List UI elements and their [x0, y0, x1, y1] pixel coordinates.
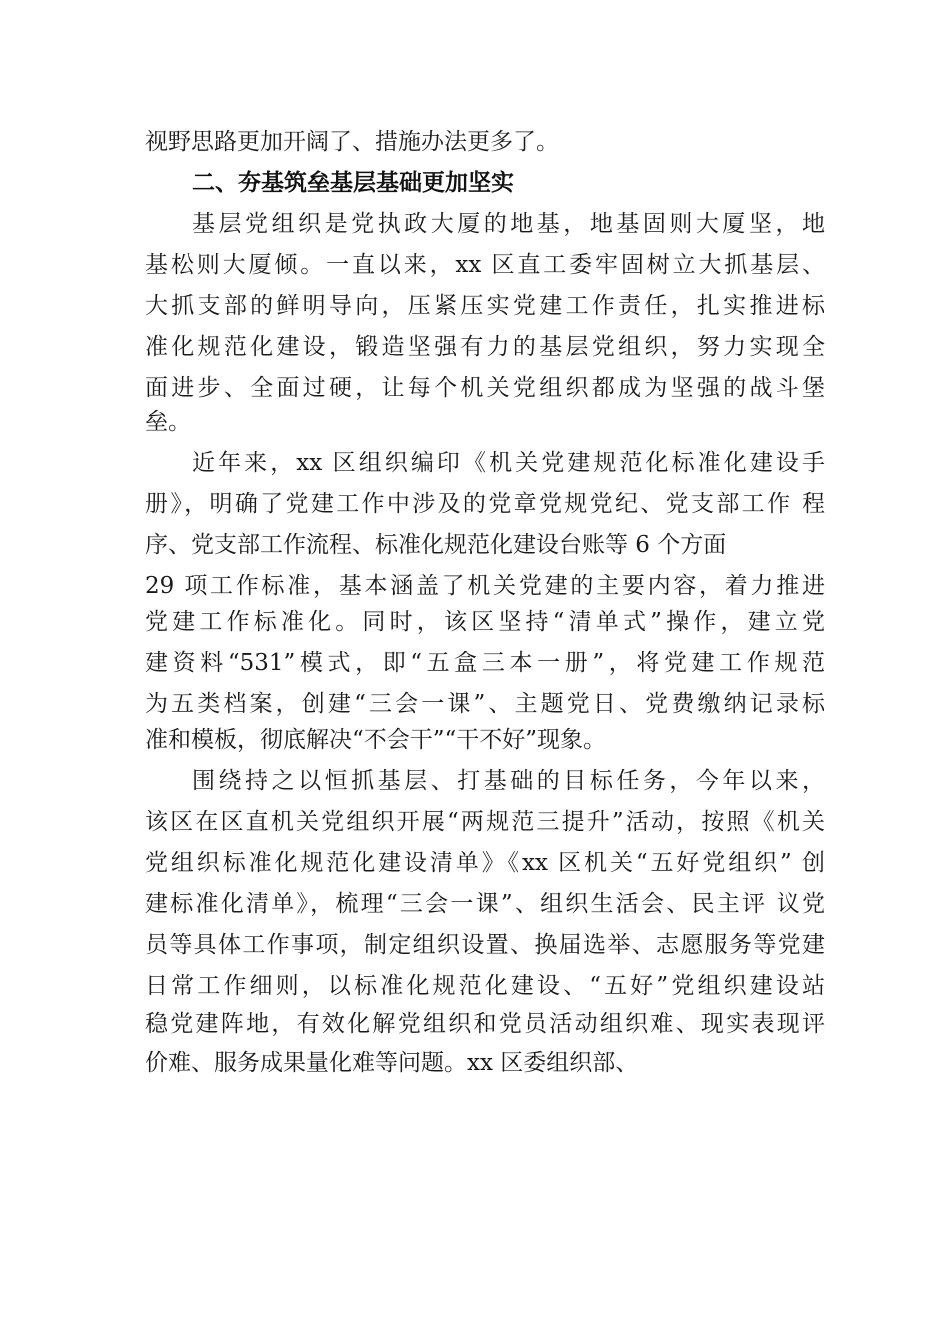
paragraph-1-line: 面进步、全面过硬，让每个机关党组织都成为坚强的战斗堡 — [145, 375, 825, 401]
paragraph-1-line: 基层党组织是党执政大厦的地基，地基固则大厦坚，地 — [192, 211, 825, 237]
paragraph-3-line: 日常工作细则，以标准化规范化建设、“五好”党组织建设站 — [145, 973, 825, 999]
section-heading: 二、夯基筑垒基层基础更加坚实 — [192, 170, 514, 196]
paragraph-2-line: 册》，明确了党建工作中涉及的党章党规党纪、党支部工作 程 — [145, 491, 825, 517]
paragraph-2-line: 29 项工作标准，基本涵盖了机关党建的主要内容，着力推进 — [145, 573, 825, 599]
paragraph-3-line: 价难、服务成果量化难等问题。xx 区委组织部、 — [145, 1050, 639, 1076]
paragraph-3-line: 该区在区直机关党组织开展“两规范三提升”活动，按照《机关 — [145, 809, 825, 835]
paragraph-2-line: 党建工作标准化。同时，该区坚持“清单式”操作，建立党 — [145, 609, 825, 635]
paragraph-2-line: 近年来，xx 区组织编印《机关党建规范化标准化建设手 — [192, 450, 825, 476]
paragraph-3-line: 稳党建阵地，有效化解党组织和党员活动组织难、现实表现评 — [145, 1011, 825, 1037]
paragraph-2-line: 序、党支部工作流程、标准化规范化建设台账等 6 个方面 — [145, 532, 727, 558]
paragraph-3-line: 围绕持之以恒抓基层、打基础的目标任务，今年以来， — [192, 768, 825, 794]
paragraph-2-line: 为五类档案，创建“三会一课”、主题党日、党费缴纳记录标 — [145, 691, 825, 717]
paragraph-3-line: 党组织标准化规范化建设清单》《xx 区机关“五好党组织” 创 — [145, 850, 825, 876]
paragraph-1-line: 垒。 — [145, 409, 191, 435]
paragraph-3-line: 员等具体工作事项，制定组织设置、换届选举、志愿服务等党建 — [145, 932, 825, 958]
paragraph-1-line: 基松则大厦倾。一直以来，xx 区直工委牢固树立大抓基层、 — [145, 252, 825, 278]
paragraph-1-line: 准化规范化建设，锻造坚强有力的基层党组织，努力实现全 — [145, 334, 825, 360]
paragraph-2-line: 建资料“531”模式，即“五盒三本一册”，将党建工作规范 — [145, 650, 825, 676]
paragraph-2-line: 准和模板，彻底解决“不会干”“干不好”现象。 — [145, 727, 607, 753]
paragraph-3-line: 建标准化清单》，梳理“三会一课”、组织生活会、民主评 议党 — [145, 891, 825, 917]
paragraph-1-line: 大抓支部的鲜明导向，压紧压实党建工作责任，扎实推进标 — [145, 293, 825, 319]
text-line: 视野思路更加开阔了、措施办法更多了。 — [145, 129, 559, 155]
